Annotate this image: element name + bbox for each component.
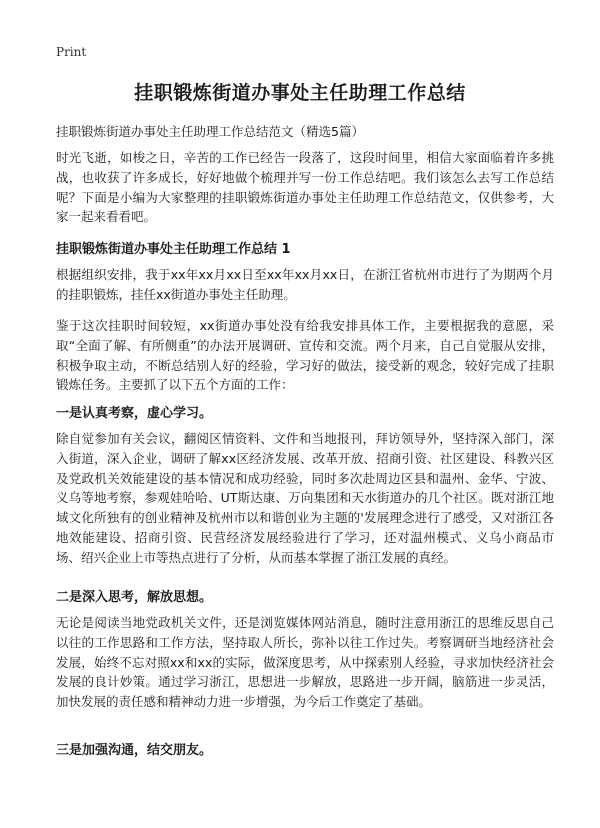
heading-1: 一是认真考察，虚心学习。 <box>56 406 213 421</box>
section-title: 挂职锻炼街道办事处主任助理工作总结 1 <box>56 242 291 257</box>
intro-paragraph: 时光飞逝，如梭之日，辛苦的工作已经告一段落了，这段时间里，相信大家面临着许多挑战，也收获了许多成长，好好地做个梳理并写一份工作总结吧。我们该怎么去写工作总结呢？下面是小编为大家整理的挂职锻炼街道办事处主任助理工作总结范文，仅供参考，大家一起来看看吧。 <box>56 150 554 225</box>
subtitle: 挂职锻炼街道办事处主任助理工作总结范文（精选5篇） <box>56 124 364 139</box>
heading-3: 三是加强沟通，结交朋友。 <box>56 743 213 758</box>
paragraph-3: 除自觉参加有关会议，翻阅区情资料、文件和当地报刊，拜访领导外，坚持深入部门，深入街道，深入企业，调研了解xx区经济发展、改革开放、招商引资、社区建设、科教兴区及党政机关效能建设的基本情况和成功经验，同时多次赴周边区县和温州、金华、宁波、义乌等地考察，参观娃哈哈、UT斯达康、万向集团和天水街道办的几个社区。既对浙江地域文化所独有的创业精神及杭州市以和谐创业为主题的'发展理念进行了感受，又对浙江各地效能建设、招商引资、民营经济发展经验进行了学习，还对温州模式、义乌小商品市场、绍兴企业上市等热点进行了分析，从而基本掌握了浙江发展的真经。 <box>56 431 554 565</box>
paragraph-4: 无论是阅读当地党政机关文件，还是浏览媒体网站消息，随时注意用浙江的思维反思自己以往的工作思路和工作方法，坚持取人所长，弥补以往工作过失。考察调研当地经济社会发展，始终不忘对照xx和xx的实际，做深度思考，从中探索别人经验，寻求加快经济社会发展的良计妙策。通过学习浙江，思想进一步解放，思路进一步开阔，脑筋进一步灵活，加快发展的责任感和精神动力进一步增强，为今后工作奠定了基础。 <box>56 615 554 710</box>
paragraph-1: 根据组织安排，我于xx年xx月xx日至xx年xx月xx日，在浙江省杭州市进行了为期两个月的挂职锻炼，挂任xx街道办事处主任助理。 <box>56 267 554 302</box>
paragraph-2: 鉴于这次挂职时间较短，xx街道办事处没有给我安排具体工作，主要根据我的意愿，采取“全面了解、有所侧重”的办法开展调研、宣传和交流。两个月来，自己自觉服从安排，积极争取主动，不断总结别人好的经验，学习好的做法，接受新的观念，较好完成了挂职锻炼任务。主要抓了以下五个方面的工作： <box>56 318 554 393</box>
heading-2: 二是深入思考，解放思想。 <box>56 590 213 605</box>
print-link[interactable]: Print <box>56 45 87 59</box>
page-title: 挂职锻炼街道办事处主任助理工作总结 <box>134 82 466 104</box>
